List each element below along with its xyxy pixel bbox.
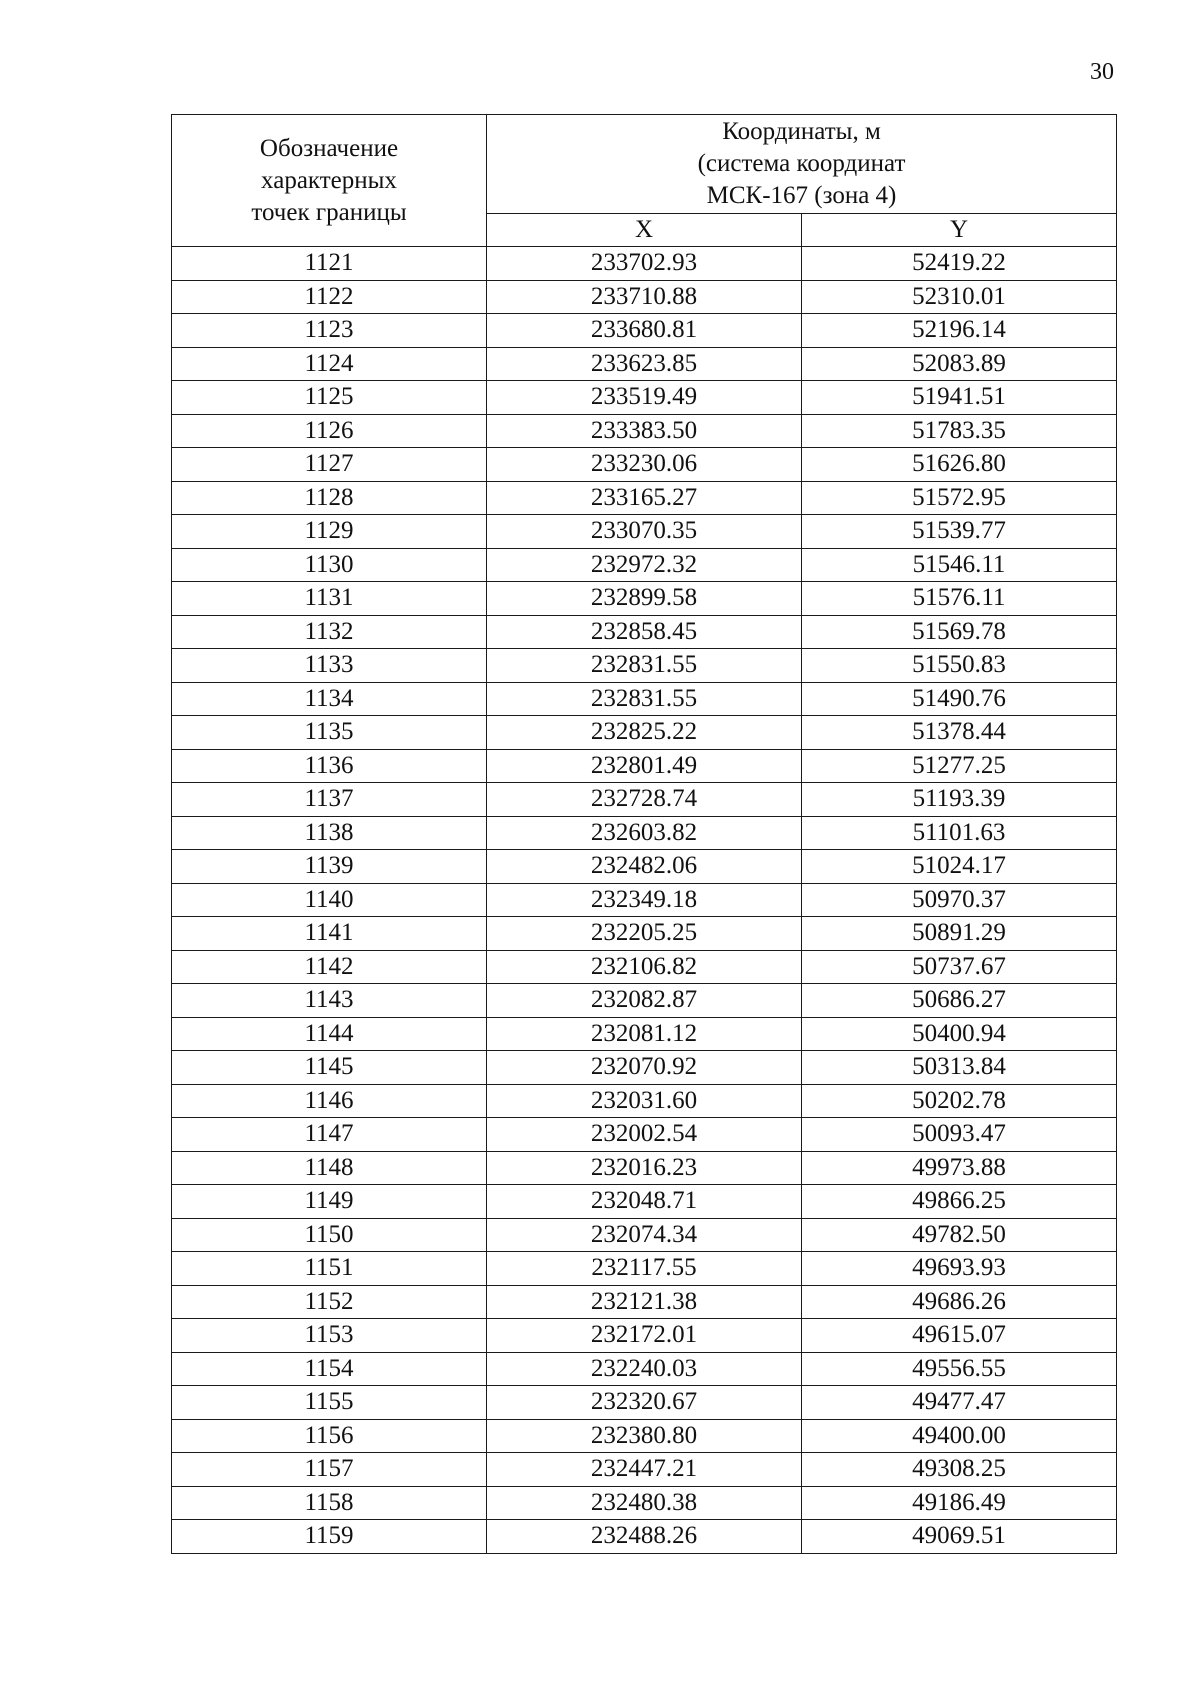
point-cell: 1150	[172, 1218, 487, 1252]
coords-header-line: (система координат	[697, 150, 906, 177]
y-coordinate-cell: 49615.07	[802, 1319, 1117, 1353]
point-cell: 1144	[172, 1017, 487, 1051]
point-cell: 1148	[172, 1151, 487, 1185]
x-coordinate-cell: 232447.21	[487, 1453, 802, 1487]
y-coordinate-cell: 49400.00	[802, 1419, 1117, 1453]
y-coordinate-cell: 50093.47	[802, 1118, 1117, 1152]
x-coordinate-cell: 232380.80	[487, 1419, 802, 1453]
point-header-line: Обозначение	[259, 134, 399, 162]
y-coordinate-cell: 51941.51	[802, 381, 1117, 415]
table-row	[172, 582, 1117, 616]
y-coordinate-cell: 51569.78	[802, 615, 1117, 649]
table-row	[172, 515, 1117, 549]
x-coordinate-cell: 233702.93	[487, 247, 802, 281]
x-coordinate-cell: 232825.22	[487, 716, 802, 750]
table-row	[172, 682, 1117, 716]
x-coordinate-cell: 232048.71	[487, 1185, 802, 1219]
page-number: 30	[1090, 59, 1114, 85]
table-row	[172, 1453, 1117, 1487]
y-column-header: Y	[802, 214, 1117, 247]
coords-header-line: МСК-167 (зона 4)	[706, 182, 897, 209]
x-coordinate-cell: 232070.92	[487, 1051, 802, 1085]
y-coordinate-cell: 51539.77	[802, 515, 1117, 549]
table-row	[172, 1051, 1117, 1085]
table-row	[172, 1486, 1117, 1520]
x-coordinate-cell: 232081.12	[487, 1017, 802, 1051]
y-coordinate-cell: 51101.63	[802, 816, 1117, 850]
x-coordinate-cell: 233519.49	[487, 381, 802, 415]
point-cell: 1121	[172, 247, 487, 281]
y-coordinate-cell: 51626.80	[802, 448, 1117, 482]
table-row	[172, 816, 1117, 850]
point-cell: 1157	[172, 1453, 487, 1487]
y-coordinate-cell: 50970.37	[802, 883, 1117, 917]
x-coordinate-cell: 232205.25	[487, 917, 802, 951]
table-row	[172, 1151, 1117, 1185]
x-coordinate-cell: 232240.03	[487, 1352, 802, 1386]
x-coordinate-cell: 232074.34	[487, 1218, 802, 1252]
table-row	[172, 950, 1117, 984]
table-row	[172, 280, 1117, 314]
point-cell: 1122	[172, 280, 487, 314]
table-row	[172, 883, 1117, 917]
x-coordinate-cell: 233383.50	[487, 414, 802, 448]
point-cell: 1155	[172, 1386, 487, 1420]
y-coordinate-cell: 49686.26	[802, 1285, 1117, 1319]
x-coordinate-cell: 232603.82	[487, 816, 802, 850]
point-cell: 1137	[172, 783, 487, 817]
x-coordinate-cell: 232831.55	[487, 649, 802, 683]
point-cell: 1136	[172, 749, 487, 783]
y-coordinate-cell: 49973.88	[802, 1151, 1117, 1185]
point-cell: 1158	[172, 1486, 487, 1520]
y-coordinate-cell: 51783.35	[802, 414, 1117, 448]
point-cell: 1153	[172, 1319, 487, 1353]
y-coordinate-cell: 52196.14	[802, 314, 1117, 348]
y-coordinate-cell: 49477.47	[802, 1386, 1117, 1420]
y-coordinate-cell: 52419.22	[802, 247, 1117, 281]
y-coordinate-cell: 51024.17	[802, 850, 1117, 884]
x-coordinate-cell: 232728.74	[487, 783, 802, 817]
table-row	[172, 1352, 1117, 1386]
y-coordinate-cell: 49782.50	[802, 1218, 1117, 1252]
point-cell: 1146	[172, 1084, 487, 1118]
x-coordinate-cell: 232831.55	[487, 682, 802, 716]
point-cell: 1139	[172, 850, 487, 884]
point-cell: 1145	[172, 1051, 487, 1085]
table-row	[172, 1118, 1117, 1152]
x-coordinate-cell: 232858.45	[487, 615, 802, 649]
point-cell: 1140	[172, 883, 487, 917]
coordinates-header	[487, 115, 1117, 214]
y-coordinate-cell: 51490.76	[802, 682, 1117, 716]
table-row	[172, 1017, 1117, 1051]
point-cell: 1149	[172, 1185, 487, 1219]
y-coordinate-cell: 49693.93	[802, 1252, 1117, 1286]
point-cell: 1123	[172, 314, 487, 348]
table-row	[172, 1319, 1117, 1353]
table-row	[172, 1285, 1117, 1319]
table-row	[172, 649, 1117, 683]
table-row	[172, 1520, 1117, 1554]
y-coordinate-cell: 50686.27	[802, 984, 1117, 1018]
table-row	[172, 448, 1117, 482]
point-cell: 1127	[172, 448, 487, 482]
x-coordinate-cell: 232106.82	[487, 950, 802, 984]
table-row	[172, 716, 1117, 750]
coords-header-line: Координаты, м	[722, 118, 881, 145]
y-coordinate-cell: 50737.67	[802, 950, 1117, 984]
point-cell: 1126	[172, 414, 487, 448]
point-cell: 1159	[172, 1520, 487, 1554]
point-cell: 1156	[172, 1419, 487, 1453]
point-cell: 1135	[172, 716, 487, 750]
x-coordinate-cell: 232488.26	[487, 1520, 802, 1554]
x-coordinate-cell: 232972.32	[487, 548, 802, 582]
table-row	[172, 347, 1117, 381]
y-coordinate-cell: 50202.78	[802, 1084, 1117, 1118]
point-cell: 1129	[172, 515, 487, 549]
point-cell: 1142	[172, 950, 487, 984]
y-coordinate-cell: 51550.83	[802, 649, 1117, 683]
table-row	[172, 783, 1117, 817]
point-cell: 1141	[172, 917, 487, 951]
x-coordinate-cell: 232082.87	[487, 984, 802, 1018]
x-coordinate-cell: 233680.81	[487, 314, 802, 348]
point-cell: 1130	[172, 548, 487, 582]
table-row	[172, 481, 1117, 515]
point-cell: 1143	[172, 984, 487, 1018]
y-coordinate-cell: 50313.84	[802, 1051, 1117, 1085]
x-coordinate-cell: 232016.23	[487, 1151, 802, 1185]
table-row	[172, 247, 1117, 281]
x-coordinate-cell: 232482.06	[487, 850, 802, 884]
table-row	[172, 850, 1117, 884]
point-cell: 1132	[172, 615, 487, 649]
table-row	[172, 917, 1117, 951]
y-coordinate-cell: 51576.11	[802, 582, 1117, 616]
x-coordinate-cell: 232801.49	[487, 749, 802, 783]
x-coordinate-cell: 233710.88	[487, 280, 802, 314]
x-coordinate-cell: 233230.06	[487, 448, 802, 482]
x-coordinate-cell: 232121.38	[487, 1285, 802, 1319]
table-row	[172, 1185, 1117, 1219]
coordinates-table	[171, 114, 1117, 1554]
table-row	[172, 615, 1117, 649]
y-coordinate-cell: 51277.25	[802, 749, 1117, 783]
x-coordinate-cell: 233165.27	[487, 481, 802, 515]
point-cell: 1131	[172, 582, 487, 616]
y-coordinate-cell: 51193.39	[802, 783, 1117, 817]
point-cell: 1124	[172, 347, 487, 381]
table-header	[172, 115, 1117, 247]
table-row	[172, 414, 1117, 448]
y-coordinate-cell: 49186.49	[802, 1486, 1117, 1520]
table-row	[172, 314, 1117, 348]
y-coordinate-cell: 49308.25	[802, 1453, 1117, 1487]
x-coordinate-cell: 233070.35	[487, 515, 802, 549]
point-cell: 1154	[172, 1352, 487, 1386]
point-cell: 1152	[172, 1285, 487, 1319]
y-coordinate-cell: 51546.11	[802, 548, 1117, 582]
point-header-line: характерных	[261, 166, 397, 194]
point-cell: 1133	[172, 649, 487, 683]
table-row	[172, 1252, 1117, 1286]
point-cell: 1125	[172, 381, 487, 415]
table-row	[172, 381, 1117, 415]
table-row	[172, 984, 1117, 1018]
x-coordinate-cell: 232002.54	[487, 1118, 802, 1152]
table-body	[172, 247, 1117, 1554]
y-coordinate-cell: 52310.01	[802, 280, 1117, 314]
point-cell: 1138	[172, 816, 487, 850]
y-coordinate-cell: 50400.94	[802, 1017, 1117, 1051]
point-header-line: точек границы	[251, 198, 407, 226]
x-column-header: X	[487, 214, 802, 247]
x-coordinate-cell: 232480.38	[487, 1486, 802, 1520]
point-cell: 1128	[172, 481, 487, 515]
point-designation-header	[172, 115, 487, 247]
x-coordinate-cell: 232899.58	[487, 582, 802, 616]
x-coordinate-cell: 232031.60	[487, 1084, 802, 1118]
x-coordinate-cell: 233623.85	[487, 347, 802, 381]
x-coordinate-cell: 232320.67	[487, 1386, 802, 1420]
y-coordinate-cell: 51572.95	[802, 481, 1117, 515]
y-coordinate-cell: 50891.29	[802, 917, 1117, 951]
y-coordinate-cell: 49069.51	[802, 1520, 1117, 1554]
y-coordinate-cell: 51378.44	[802, 716, 1117, 750]
point-cell: 1134	[172, 682, 487, 716]
x-coordinate-cell: 232349.18	[487, 883, 802, 917]
x-coordinate-cell: 232117.55	[487, 1252, 802, 1286]
point-cell: 1151	[172, 1252, 487, 1286]
table-row	[172, 749, 1117, 783]
table-row	[172, 548, 1117, 582]
point-cell: 1147	[172, 1118, 487, 1152]
table-row	[172, 1386, 1117, 1420]
table-row	[172, 1084, 1117, 1118]
y-coordinate-cell: 52083.89	[802, 347, 1117, 381]
table-row	[172, 1419, 1117, 1453]
table-row	[172, 1218, 1117, 1252]
y-coordinate-cell: 49866.25	[802, 1185, 1117, 1219]
y-coordinate-cell: 49556.55	[802, 1352, 1117, 1386]
x-coordinate-cell: 232172.01	[487, 1319, 802, 1353]
